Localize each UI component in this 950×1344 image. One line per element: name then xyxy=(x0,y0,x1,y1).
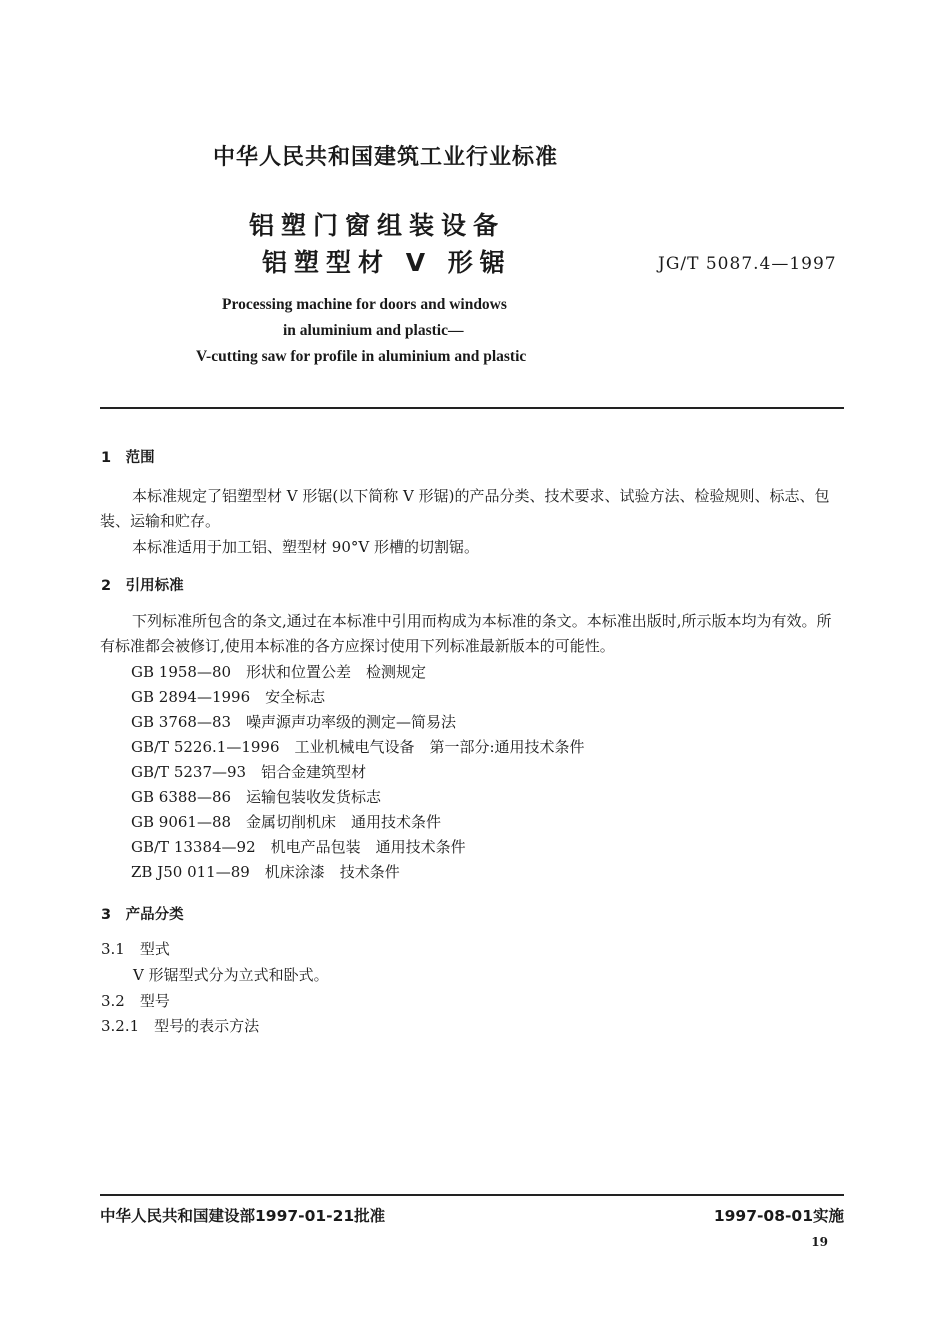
standard-code: JG/T 5087.4—1997 xyxy=(658,254,837,274)
reference-item: GB 2894—1996 安全标志 xyxy=(131,688,326,706)
reference-item: GB/T 5237—93 铝合金建筑型材 xyxy=(131,763,367,781)
implementation-date: 1997-08-01实施 xyxy=(713,1207,844,1225)
reference-item: GB 3768—83 噪声源声功率级的测定—简易法 xyxy=(131,713,457,731)
section-1-paragraph-2: 本标准适用于加工铝、塑型材 90°V 形槽的切割锯。 xyxy=(132,538,479,556)
section-2-heading: 2 引用标准 xyxy=(101,578,184,594)
title-divider xyxy=(100,407,844,409)
section-3-1-heading: 3.1 型式 xyxy=(101,940,170,958)
document-title-line2: 铝塑型材 V 形锯 xyxy=(262,248,512,277)
english-title-line3: V-cutting saw for profile in aluminium and plastic xyxy=(196,348,527,365)
footer-divider xyxy=(100,1194,844,1196)
section-1-paragraph-1: 本标准规定了铝塑型材 V 形锯(以下简称 V 形锯)的产品分类、技术要求、试验方法、检验规则、标志、包装、运输和贮存。 xyxy=(100,487,830,530)
reference-item: GB/T 13384—92 机电产品包装 通用技术条件 xyxy=(131,838,466,856)
section-3-1-text: V 形锯型式分为立式和卧式。 xyxy=(133,966,329,984)
reference-item: GB/T 5226.1—1996 工业机械电气设备 第一部分:通用技术条件 xyxy=(131,738,585,756)
reference-item: GB 9061—88 金属切削机床 通用技术条件 xyxy=(131,813,442,831)
section-3-2-heading: 3.2 型号 xyxy=(101,992,170,1010)
english-title-line1: Processing machine for doors and windows xyxy=(222,296,507,313)
section-2-intro: 下列标准所包含的条文,通过在本标准中引用而构成为本标准的条文。本标准出版时,所示版本均为有效。所有标准都会被修订,使用本标准的各方应探讨使用下列标准最新版本的可能性。 xyxy=(100,612,832,655)
reference-item: GB 6388—86 运输包装收发货标志 xyxy=(131,788,382,806)
document-title-line1: 铝塑门窗组装设备 xyxy=(249,211,506,240)
section-1-heading: 1 范围 xyxy=(101,450,155,466)
reference-item: ZB J50 011—89 机床涂漆 技术条件 xyxy=(131,863,400,881)
page-number: 19 xyxy=(811,1235,828,1249)
issuing-body-header: 中华人民共和国建筑工业行业标准 xyxy=(213,145,559,170)
section-3-2-1-heading: 3.2.1 型号的表示方法 xyxy=(101,1017,260,1035)
reference-item: GB 1958—80 形状和位置公差 检测规定 xyxy=(131,663,427,681)
approval-line: 中华人民共和国建设部1997-01-21批准 xyxy=(100,1207,386,1225)
section-3-heading: 3 产品分类 xyxy=(101,907,184,923)
english-title-line2: in aluminium and plastic— xyxy=(283,322,464,339)
